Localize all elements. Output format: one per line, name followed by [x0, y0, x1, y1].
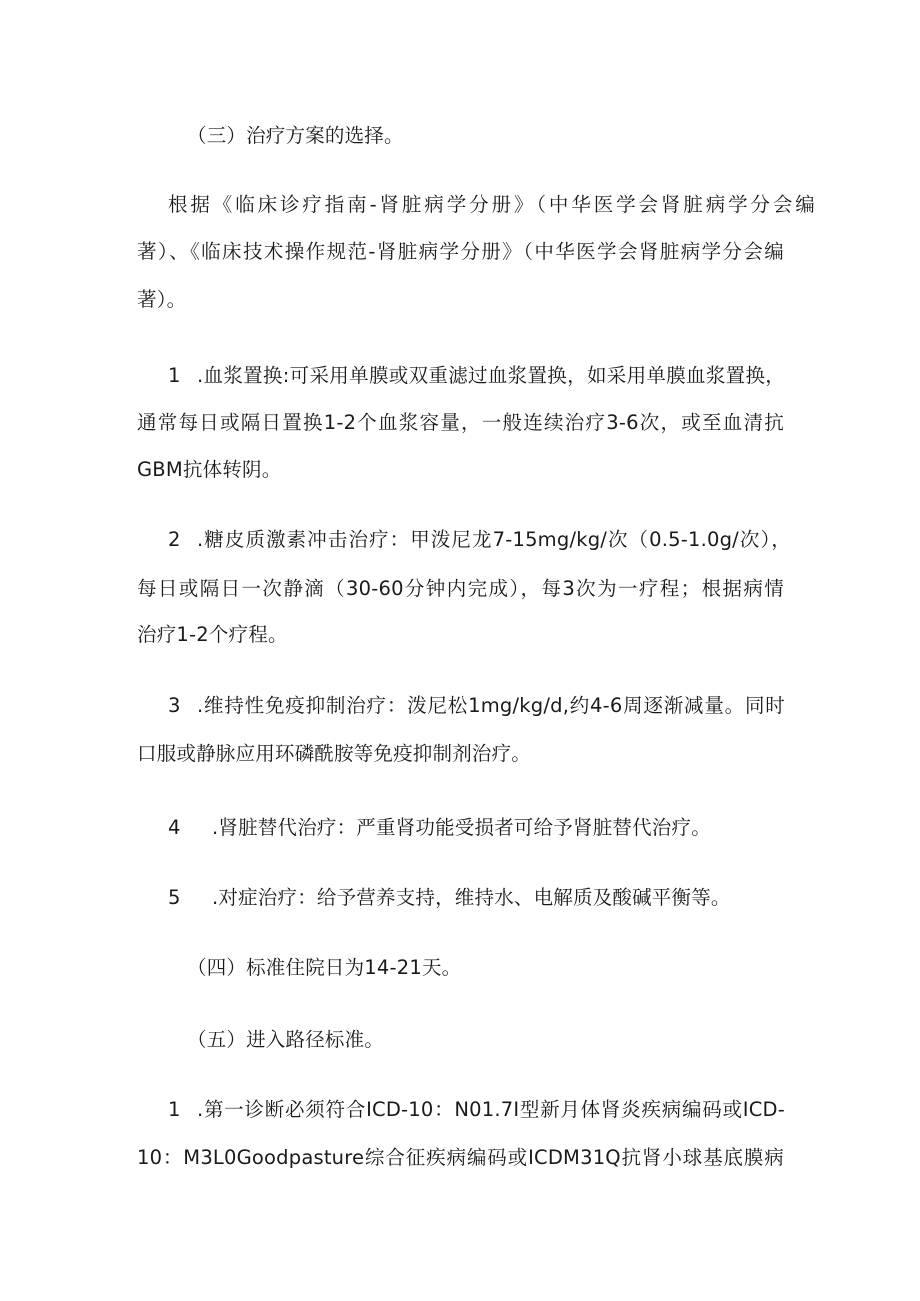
entry-item1-line-2: 10：M3L0Goodpasture综合征疾病编码或ICDM31Q抗肾小球基底膜病 [137, 1146, 784, 1169]
item2-line-2: 每日或隔日一次静滴（30-60分钟内完成），每3次为一疗程；根据病情 [137, 577, 784, 600]
item1-line-3: GBM抗体转阴。 [137, 458, 282, 481]
paragraph-basis-line-3: 著）。 [137, 288, 187, 311]
list-item-number: 1 [168, 1098, 181, 1121]
paragraph-basis-line-2: 著）、《临床技术操作规范-肾脏病学分册》（中华医学会肾脏病学分会编 [137, 240, 784, 263]
item2-line-1: .糖皮质激素冲击治疗：甲泼尼龙7-15mg/kg/次（0.5-1.0g/次）， [197, 528, 791, 551]
list-item-number: 1 [168, 364, 181, 387]
list-item-number: 4 [168, 816, 181, 839]
section-heading-entry-criteria: （五）进入路径标准。 [187, 1028, 385, 1051]
paragraph-basis-line-1: 根据《临床诊疗指南-肾脏病学分册》（中华医学会肾脏病学分会编 [168, 193, 815, 216]
item4-line-1: .肾脏替代治疗：严重肾功能受损者可给予肾脏替代治疗。 [212, 816, 711, 839]
item2-line-3: 治疗1-2个疗程。 [137, 623, 288, 646]
section-heading-hospital-stay: （四）标准住院日为14-21天。 [187, 956, 462, 979]
list-item-number: 2 [168, 528, 181, 551]
item1-line-1: .血浆置换:可采用单膜或双重滤过血浆置换，如采用单膜血浆置换， [197, 364, 785, 387]
item3-line-1: .维持性免疫抑制治疗：泼尼松1mg/kg/d,约4-6周逐渐减量。同时 [197, 694, 785, 717]
item5-line-1: .对症治疗：给予营养支持，维持水、电解质及酸碱平衡等。 [212, 886, 731, 909]
list-item-number: 5 [168, 886, 181, 909]
item3-line-2: 口服或静脉应用环磷酰胺等免疫抑制剂治疗。 [137, 742, 532, 765]
list-item-number: 3 [168, 694, 181, 717]
item1-line-2: 通常每日或隔日置换1-2个血浆容量，一般连续治疗3-6次，或至血清抗 [137, 411, 784, 434]
entry-item1-line-1: .第一诊断必须符合ICD-10：N01.7I型新月体肾炎疾病编码或ICD- [197, 1098, 785, 1121]
section-heading-treatment-plan: （三）治疗方案的选择。 [187, 124, 404, 147]
